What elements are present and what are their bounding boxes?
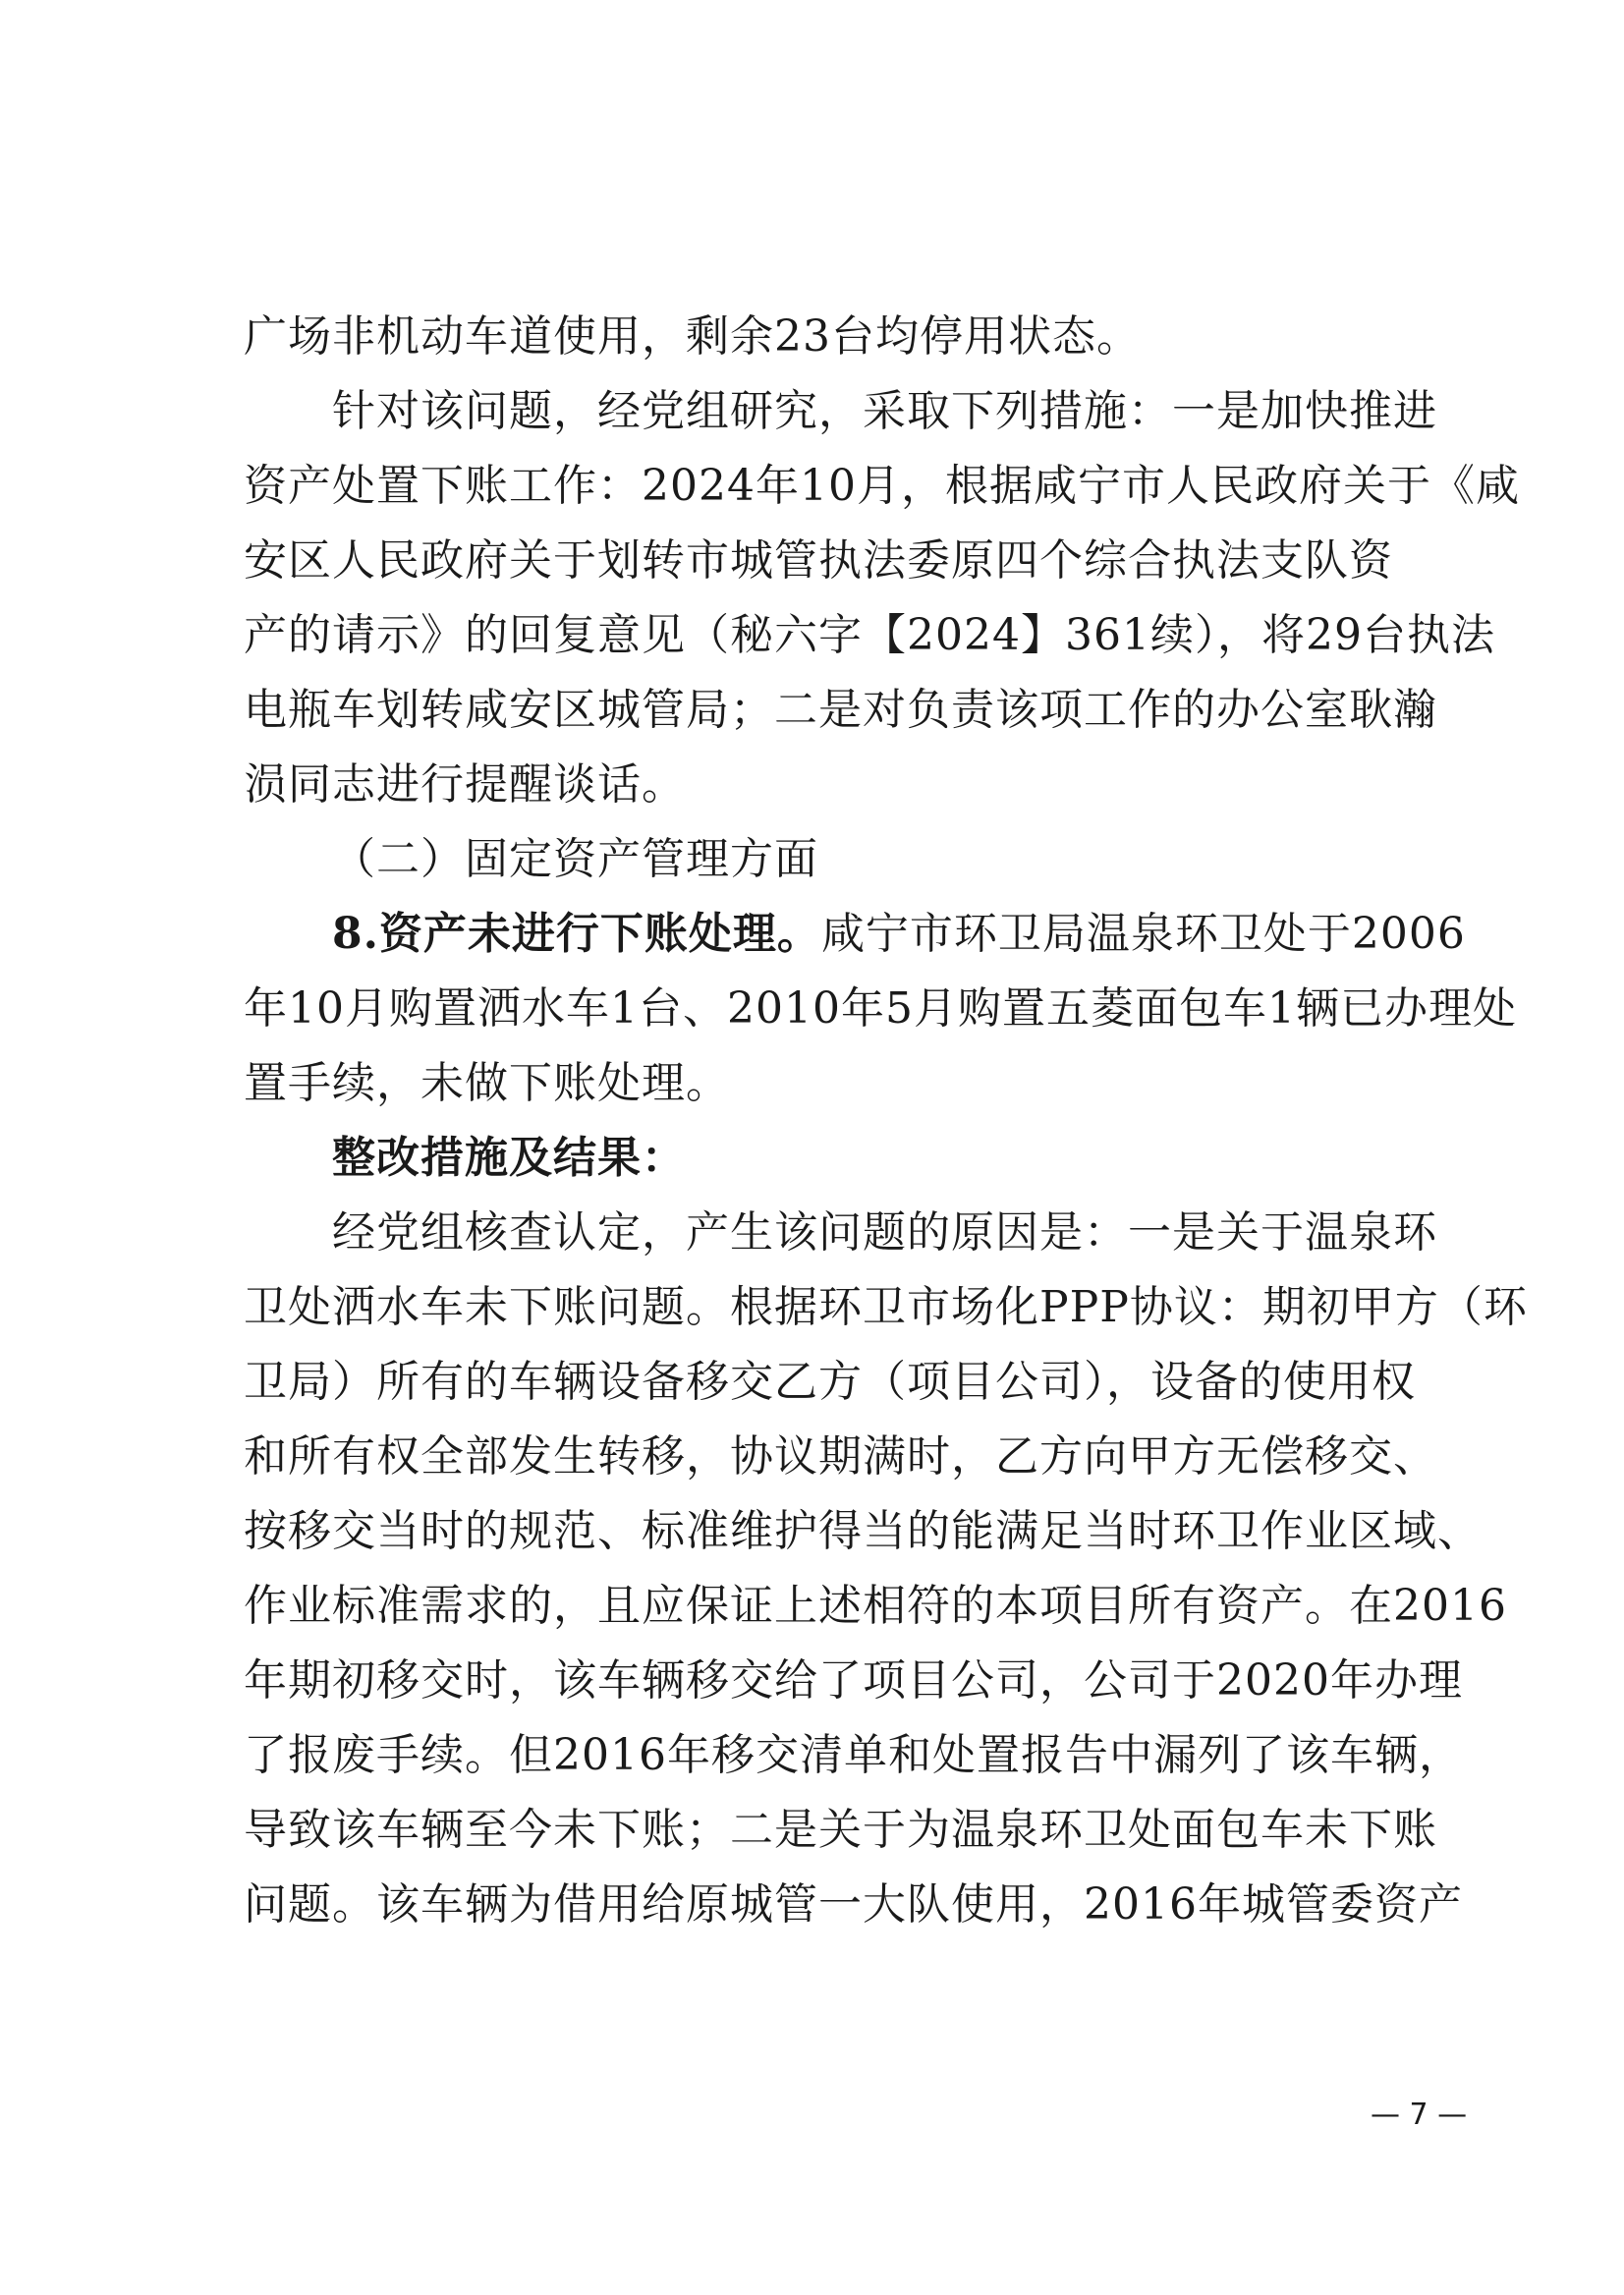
text-line: 涢同志进行提醒谈话。 — [244, 759, 686, 810]
text-line: 安区人民政府关于划转市城管执法委原四个综合执法支队资 — [244, 535, 1393, 586]
text-line: 年期初移交时，该车辆移交给了项目公司，公司于2020年办理 — [244, 1655, 1463, 1706]
item-text: 咸宁市环卫局温泉环卫处于2006 — [820, 909, 1466, 959]
text-line: 按移交当时的规范、标准维护得当的能满足当时环卫作业区域、 — [244, 1506, 1482, 1556]
text-line: 经党组核查认定，产生该问题的原因是：一是关于温泉环 — [332, 1207, 1437, 1258]
text-line: 产的请示》的回复意见（秘六字【2024】361续），将29台执法 — [244, 610, 1495, 660]
text-line: 作业标准需求的，且应保证上述相符的本项目所有资产。在2016 — [244, 1581, 1507, 1631]
text-line: 卫处洒水车未下账问题。根据环卫市场化PPP协议：期初甲方（环 — [244, 1282, 1528, 1332]
text-line: 置手续，未做下账处理。 — [244, 1058, 730, 1108]
text-line: 卫局）所有的车辆设备移交乙方（项目公司），设备的使用权 — [244, 1357, 1416, 1407]
text-line: 和所有权全部发生转移，协议期满时，乙方向甲方无偿移交、 — [244, 1431, 1437, 1482]
body-text — [244, 300, 1528, 1942]
text-line: 导致该车辆至今未下账；二是关于为温泉环卫处面包车未下账 — [244, 1805, 1437, 1855]
text-line: 针对该问题，经党组研究，采取下列措施：一是加快推进 — [332, 386, 1437, 436]
text-line: 电瓶车划转咸安区城管局；二是对负责该项工作的办公室耿瀚 — [244, 685, 1437, 735]
page-number: — 7 — — [1371, 2098, 1468, 2132]
text-line: 广场非机动车道使用，剩余23台均停用状态。 — [244, 311, 1141, 362]
subheading: 整改措施及结果： — [332, 1133, 686, 1183]
text-line: 了报废手续。但2016年移交清单和处置报告中漏列了该车辆， — [244, 1730, 1463, 1780]
text-line: 年10月购置洒水车1台、2010年5月购置五菱面包车1辆已办理处 — [244, 983, 1517, 1034]
item-heading: 8.资产未进行下账处理。 — [332, 909, 821, 959]
text-line — [244, 897, 1466, 972]
section-heading: （二）固定资产管理方面 — [332, 834, 818, 884]
text-line: 问题。该车辆为借用给原城管一大队使用，2016年城管委资产 — [244, 1879, 1463, 1930]
text-line: 资产处置下账工作：2024年10月，根据咸宁市人民政府关于《咸 — [244, 461, 1520, 511]
